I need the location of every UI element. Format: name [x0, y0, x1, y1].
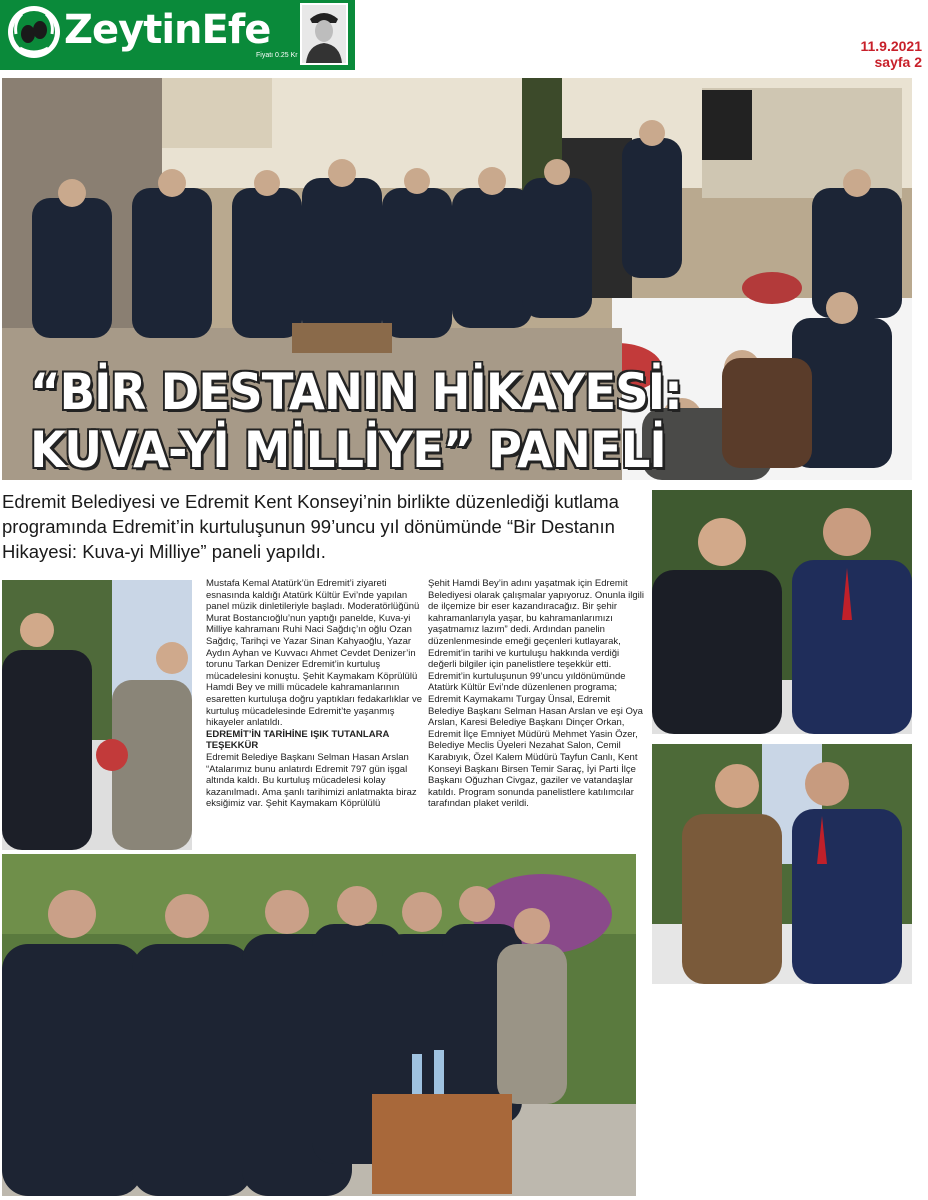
issue-date: 11.9.2021: [860, 38, 922, 54]
lead-paragraph: Edremit Belediyesi ve Edremit Kent Konseyi’nin birlikte düzenlediği kutlama programında Edremit’in kurtuluşunun 99’uncu yıl dönümünde “Bir Destanın Hikayesi: Kuva-yi Milliye” paneli yapıldı.: [2, 491, 619, 562]
article-paragraph: Şehit Hamdi Bey’in adını yaşatmak için Edremit Belediyesi olarak çalışmalar yapıyoruz. Onunla ilgili de ilçemize bir eser kazandıracağız. Bir şehir kahramanlarıyla yaşar, bu kahramanlarımızı yaşatmamız lazım” dedi. Ardından panelin düzenlenmesinde emeği geçenleri kutlayarak, Edremit’in tarihi ve kurtuluşu hakkında verdiği değerli bilgiler için panelistlere teşekkür etti.: [428, 578, 644, 671]
photo-plaque-right-1: [652, 490, 912, 734]
logo-text: ZeytinEfe: [64, 7, 271, 53]
article-paragraph: Edremit Belediye Başkanı Selman Hasan Arslan “Atalarımız bunu anlatırdı Edremit 797 gün işgal altında kaldı. Bu kurtuluş mücadelesi kolay kazanılmadı. Ama şanlı tarihimizi anlatmakta biraz eksiğimiz var. Şehit Kaymakam Köprülülü: [206, 751, 417, 810]
page-number: sayfa 2: [874, 54, 922, 70]
price-label: Fiyatı 0.25 Kr: [256, 52, 298, 59]
photo-audience: [2, 854, 636, 1196]
ataturk-portrait: [300, 3, 348, 65]
article-paragraph: Mustafa Kemal Atatürk’ün Edremit’i ziyareti esnasında kaldığı Atatürk Kültür Evi’nde yapılan panel müzik dinletileriyle başladı. Moderatörlüğünü Murat Bostancıoğlu’nun yaptığı panelde, Kuva-yi Milliye kahramanı Ruhi Naci Sağdıç’ın oğlu Ozan Sağdıç, Tarihçi ve Yazar Sinan Kahyaoğlu, Yazar Aydın Ayhan ve Kuvvacı Ahmet Cevdet Denizer’in torunu Tarkan Denizer Edremit’in kurtuluş mücadelesini konuştu. Şehit Kaymakam Köprülülü Hamdi Bey ve milli mücadele kahramanlarının esaretten kurtuluşa doğru yaptıkları fedakarlıklar ve kurtuluş mücadelesinde Edremit’te yaşanmış hikayeler anlatıldı.: [206, 578, 422, 729]
photo-plaque-left: [2, 580, 192, 850]
article-column-2: [428, 578, 648, 810]
issue-info: [860, 38, 922, 70]
article-paragraph: Edremit’in kurtuluşunun 99’uncu yıldönümünde Atatürk Kültür Evi’nde düzenlenen programa; Edremit Kaymakamı Turgay Ünsal, Edremit Belediye Başkanı Selman Hasan Arslan ve eşi Oya Arslan, Karesi Belediye Başkanı Dinçer Orkan, Edremit İlçe Emniyet Müdürü Mehmet Yasin Özer, Belediye Meclis Üyeleri Nezahat Salon, Cemil Karabıyık, Özel Kalem Müdürü Tayfun Canlı, Kent Konseyi Başkanı Birsen Temir Saraç, İyi Parti İlçe Başkanı Oğuzhan Civgaz, gaziler ve vatandaşlar katıldı. Program sonunda panelistlere katılımcılar tarafından plaket verildi.: [428, 670, 643, 810]
olive-wreath-icon: [6, 4, 62, 60]
headline-line-2: KUVA-Yİ MİLLİYE” PANELİ: [30, 421, 666, 479]
article-column-1: [206, 578, 424, 810]
article-subhead: EDREMİT’İN TARİHİNE IŞIK TUTANLARA TEŞEKKÜR: [206, 728, 389, 752]
photo-plaque-right-2: [652, 744, 912, 984]
headline-line-1: “BİR DESTANIN HİKAYESİ:: [30, 363, 682, 421]
hero-photo: [2, 78, 912, 480]
headline: [30, 363, 682, 479]
masthead: [0, 0, 355, 70]
